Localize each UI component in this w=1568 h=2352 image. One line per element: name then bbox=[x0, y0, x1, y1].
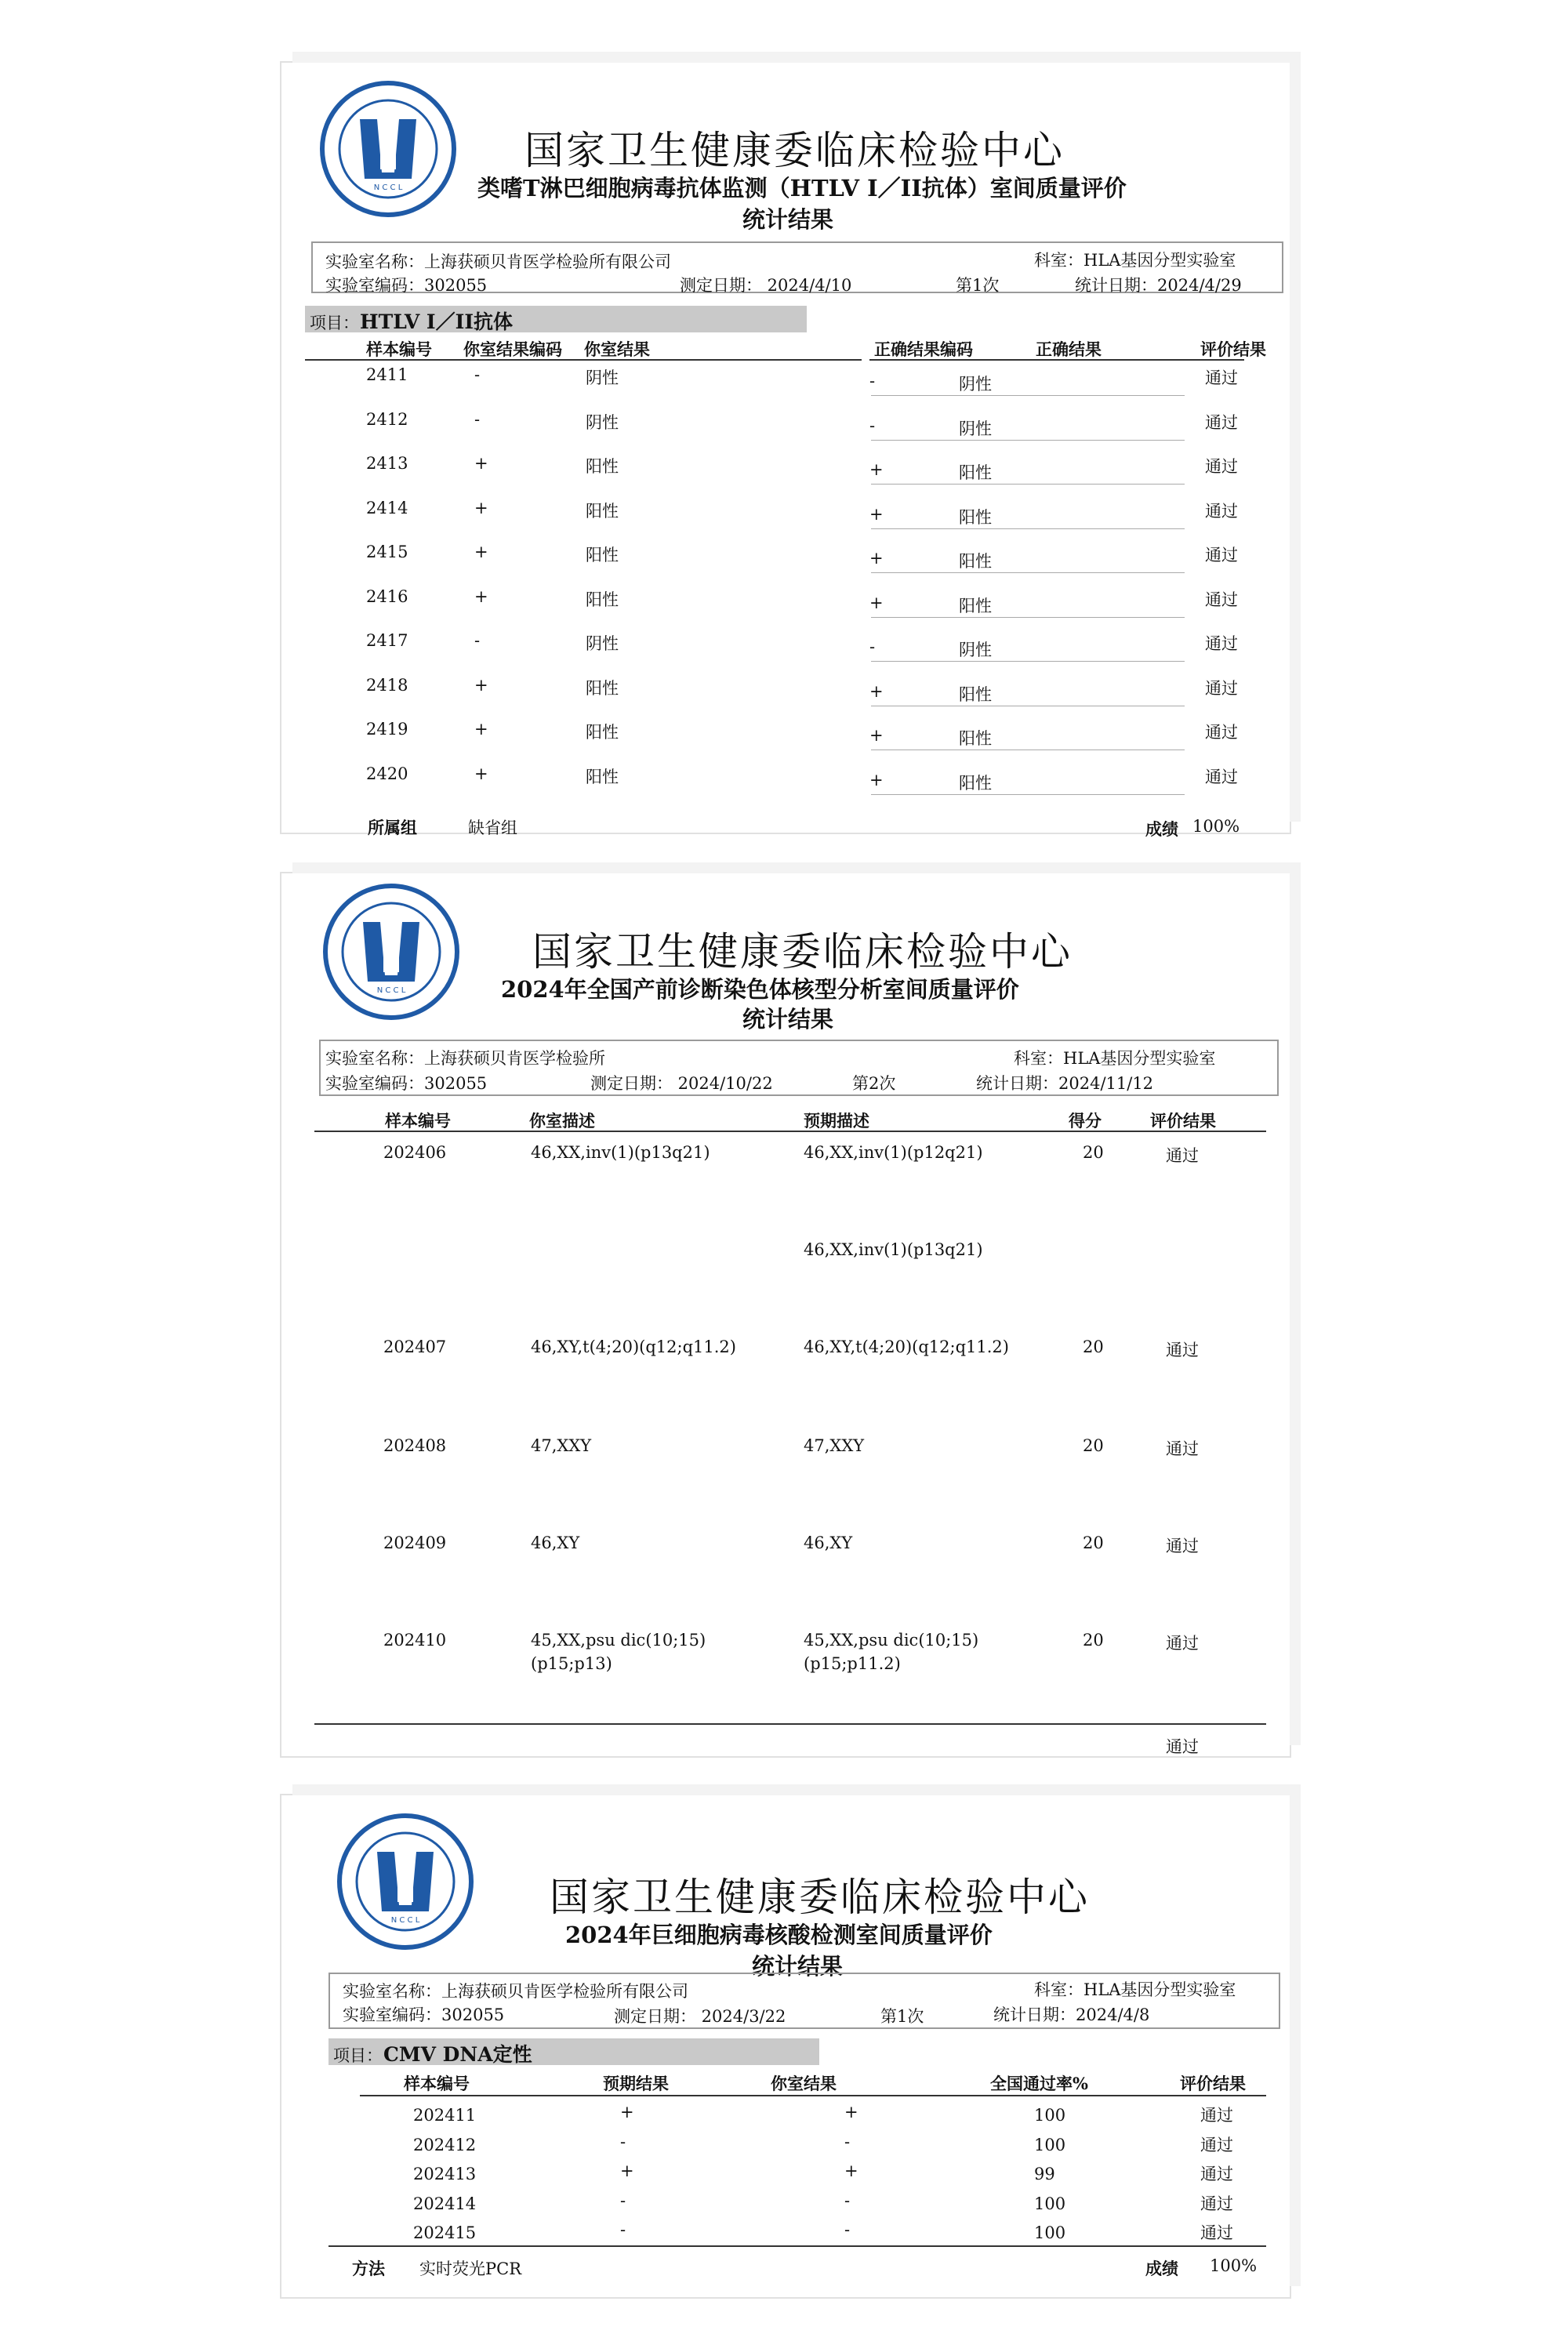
your-result: 阳性 bbox=[586, 723, 619, 742]
your-result: 阳性 bbox=[586, 501, 619, 521]
your-desc: 45,XX,psu dic(10;15) bbox=[531, 1631, 706, 1650]
test-date: 测定日期： 2024/10/22 bbox=[590, 1074, 773, 1093]
item-label: 项目： bbox=[310, 314, 359, 332]
col-header-correct-code: 正确结果编码 bbox=[874, 339, 973, 359]
your-code: + bbox=[474, 454, 488, 473]
sample-id: 2415 bbox=[366, 543, 408, 561]
evaluation: 通过 bbox=[1205, 546, 1238, 564]
your-code: + bbox=[474, 675, 488, 695]
sample-id: 202410 bbox=[383, 1631, 447, 1650]
your-code: + bbox=[474, 720, 488, 739]
department: 科室：HLA基因分型实验室 bbox=[1034, 1980, 1236, 1999]
test-date: 测定日期： 2024/4/10 bbox=[680, 276, 852, 295]
correct-code: + bbox=[869, 726, 884, 745]
table-bottom-line bbox=[328, 2245, 1266, 2247]
correct-result: 阳性 bbox=[959, 552, 992, 571]
item-label: 项目： bbox=[333, 2046, 383, 2065]
your-code: + bbox=[474, 498, 488, 517]
correct-result: 阴性 bbox=[959, 641, 992, 659]
pass-rate: 100 bbox=[1034, 2106, 1066, 2125]
your-result: 阳性 bbox=[586, 457, 619, 476]
evaluation: 通过 bbox=[1200, 2194, 1233, 2213]
lab-name: 实验室名称：上海获硕贝肯医学检验所有限公司 bbox=[325, 252, 671, 271]
your-result: + bbox=[844, 2103, 858, 2122]
evaluation: 通过 bbox=[1205, 590, 1238, 609]
department: 科室：HLA基因分型实验室 bbox=[1034, 251, 1236, 270]
evaluation: 通过 bbox=[1166, 1537, 1199, 1555]
correct-result: 阴性 bbox=[959, 375, 992, 394]
correct-result: 阳性 bbox=[959, 596, 992, 615]
your-code: + bbox=[474, 764, 488, 783]
your-desc: 46,XY bbox=[531, 1534, 580, 1552]
your-desc: 47,XXY bbox=[531, 1436, 592, 1455]
sample-id: 202412 bbox=[413, 2135, 477, 2154]
correct-result: 阳性 bbox=[959, 773, 992, 793]
report-subtitle: 2024年巨细胞病毒核酸检测室间质量评价 bbox=[565, 1922, 993, 1948]
your-desc: 46,XX,inv(1)(p13q21) bbox=[531, 1143, 710, 1162]
row-divider bbox=[871, 661, 1185, 662]
nccl-logo-icon bbox=[319, 80, 457, 218]
expected-result: - bbox=[620, 2220, 626, 2239]
org-title: 国家卫生健康委临床检验中心 bbox=[524, 128, 1065, 173]
pass-rate: 100 bbox=[1034, 2135, 1066, 2154]
col-header-evaluation: 评价结果 bbox=[1180, 2074, 1246, 2093]
svg-text:N C C L: N C C L bbox=[373, 183, 403, 192]
correct-code: - bbox=[869, 637, 876, 656]
col-header-your-result: 你室结果 bbox=[771, 2074, 837, 2093]
sample-id: 2413 bbox=[366, 454, 408, 473]
row-divider bbox=[871, 528, 1185, 529]
item-value: HTLV I／II抗体 bbox=[360, 310, 514, 333]
correct-code: + bbox=[869, 593, 884, 612]
sample-id: 202411 bbox=[413, 2106, 477, 2125]
your-result: 阳性 bbox=[586, 590, 619, 609]
correct-result: 阴性 bbox=[959, 419, 992, 438]
sample-id: 2419 bbox=[366, 720, 408, 739]
evaluation: 通过 bbox=[1205, 767, 1238, 786]
expected-desc-alt: 46,XX,inv(1)(p13q21) bbox=[804, 1240, 983, 1259]
department: 科室：HLA基因分型实验室 bbox=[1014, 1049, 1216, 1068]
header-underline bbox=[360, 2095, 1266, 2096]
report-subtitle: 类嗜T淋巴细胞病毒抗体监测（HTLV I／II抗体）室间质量评价 bbox=[477, 175, 1127, 201]
correct-result: 阳性 bbox=[959, 684, 992, 704]
expected-result: + bbox=[620, 2161, 634, 2180]
lab-code: 实验室编码：302055 bbox=[343, 2005, 505, 2024]
your-result: - bbox=[844, 2190, 851, 2210]
stat-date: 统计日期：2024/4/8 bbox=[993, 2005, 1150, 2024]
score-label: 成绩 bbox=[1145, 819, 1178, 839]
correct-code: + bbox=[869, 681, 884, 701]
correct-result: 阳性 bbox=[959, 463, 992, 482]
your-code: - bbox=[474, 409, 481, 429]
evaluation: 通过 bbox=[1205, 412, 1238, 432]
sample-id: 202406 bbox=[383, 1143, 447, 1162]
correct-code: - bbox=[869, 416, 876, 435]
round-number: 第1次 bbox=[956, 276, 1000, 295]
method-label: 方法 bbox=[352, 2259, 385, 2278]
col-header-expected-desc: 预期描述 bbox=[804, 1111, 869, 1131]
your-result: - bbox=[844, 2132, 851, 2151]
row-divider bbox=[871, 794, 1185, 795]
your-desc: 46,XY,t(4;20)(q12;q11.2) bbox=[531, 1338, 736, 1356]
pass-rate: 100 bbox=[1034, 2223, 1066, 2242]
correct-code: + bbox=[869, 460, 884, 479]
sample-id: 202407 bbox=[383, 1338, 447, 1356]
sample-id: 202408 bbox=[383, 1436, 447, 1455]
header-underline bbox=[314, 1131, 1266, 1132]
sample-id: 2420 bbox=[366, 764, 408, 783]
stat-title: 统计结果 bbox=[742, 1006, 834, 1033]
correct-code: - bbox=[869, 372, 876, 390]
nccl-logo-icon bbox=[322, 883, 460, 1021]
col-header-sample-id: 样本编号 bbox=[385, 1111, 451, 1131]
lab-name: 实验室名称：上海获硕贝肯医学检验所有限公司 bbox=[343, 1982, 688, 2001]
score: 20 bbox=[1083, 1436, 1104, 1455]
col-header-sample-id: 样本编号 bbox=[404, 2074, 470, 2093]
expected-result: - bbox=[620, 2190, 626, 2210]
overall-result: 通过 bbox=[1166, 1737, 1199, 1756]
sample-id: 2411 bbox=[366, 365, 408, 384]
your-result: 阳性 bbox=[586, 546, 619, 564]
pass-rate: 100 bbox=[1034, 2194, 1066, 2213]
expected-desc: 47,XXY bbox=[804, 1436, 865, 1455]
sample-id: 202409 bbox=[383, 1534, 447, 1552]
col-header-expected: 预期结果 bbox=[603, 2074, 669, 2093]
correct-result: 阳性 bbox=[959, 507, 992, 527]
sample-id: 2414 bbox=[366, 498, 408, 517]
svg-text:N C C L: N C C L bbox=[390, 1916, 420, 1925]
evaluation: 通过 bbox=[1205, 368, 1238, 387]
pass-rate: 99 bbox=[1034, 2165, 1055, 2183]
table-bottom-line bbox=[314, 1723, 1266, 1725]
expected-result: - bbox=[620, 2132, 626, 2151]
sample-id: 202414 bbox=[413, 2194, 477, 2213]
report-card-htlv bbox=[280, 61, 1291, 839]
correct-code: + bbox=[869, 549, 884, 568]
item-bar bbox=[328, 2038, 819, 2065]
nccl-logo-icon bbox=[336, 1813, 474, 1951]
test-date: 测定日期： 2024/3/22 bbox=[614, 2007, 786, 2026]
col-header-evaluation: 评价结果 bbox=[1150, 1111, 1216, 1131]
stat-title: 统计结果 bbox=[752, 1953, 844, 1980]
col-header-pass-rate: 全国通过率% bbox=[990, 2074, 1088, 2093]
your-code: + bbox=[474, 543, 488, 561]
sample-id: 202413 bbox=[413, 2165, 477, 2183]
header-underline bbox=[305, 359, 862, 361]
col-header-evaluation: 评价结果 bbox=[1200, 339, 1266, 359]
evaluation: 通过 bbox=[1205, 678, 1238, 698]
sample-id: 2412 bbox=[366, 409, 408, 429]
correct-code: + bbox=[869, 504, 884, 524]
expected-result: + bbox=[620, 2103, 634, 2122]
stat-title: 统计结果 bbox=[742, 206, 834, 233]
score: 20 bbox=[1083, 1143, 1104, 1162]
sample-id: 2418 bbox=[366, 675, 408, 695]
row-divider bbox=[871, 440, 1185, 441]
your-result: 阴性 bbox=[586, 412, 619, 432]
correct-code: + bbox=[869, 770, 884, 789]
your-result: - bbox=[844, 2220, 851, 2239]
expected-desc: 46,XY bbox=[804, 1534, 853, 1552]
evaluation: 通过 bbox=[1205, 457, 1238, 476]
col-header-your-desc: 你室描述 bbox=[529, 1111, 595, 1131]
group-value: 缺省组 bbox=[468, 818, 517, 837]
header-underline-right bbox=[869, 359, 1244, 361]
correct-result: 阳性 bbox=[959, 729, 992, 748]
your-result: 阴性 bbox=[586, 634, 619, 653]
your-result: + bbox=[844, 2161, 858, 2180]
your-code: - bbox=[474, 365, 481, 384]
evaluation: 通过 bbox=[1166, 1146, 1199, 1165]
your-code: - bbox=[474, 631, 481, 650]
score: 20 bbox=[1083, 1631, 1104, 1650]
row-divider bbox=[871, 395, 1185, 396]
expected-desc: 45,XX,psu dic(10;15) bbox=[804, 1631, 979, 1650]
row-divider bbox=[871, 617, 1185, 618]
evaluation: 通过 bbox=[1200, 2106, 1233, 2125]
round-number: 第1次 bbox=[880, 2007, 924, 2026]
evaluation: 通过 bbox=[1205, 501, 1238, 521]
report-card-cmv bbox=[280, 1794, 1291, 2299]
score: 20 bbox=[1083, 1534, 1104, 1552]
col-header-your-code: 你室结果编码 bbox=[463, 339, 562, 359]
report-card-karyotype bbox=[280, 872, 1291, 1758]
group-label: 所属组 bbox=[368, 818, 417, 837]
sample-id: 2416 bbox=[366, 586, 408, 606]
item-bar bbox=[305, 306, 807, 332]
round-number: 第2次 bbox=[852, 1074, 896, 1093]
your-result: 阳性 bbox=[586, 678, 619, 698]
your-code: + bbox=[474, 586, 488, 606]
evaluation: 通过 bbox=[1200, 2223, 1233, 2242]
col-header-correct-result: 正确结果 bbox=[1036, 339, 1102, 359]
row-divider bbox=[871, 484, 1185, 485]
org-title: 国家卫生健康委临床检验中心 bbox=[550, 1875, 1090, 1920]
report-subtitle: 2024年全国产前诊断染色体核型分析室间质量评价 bbox=[501, 976, 1019, 1003]
lab-name: 实验室名称：上海获硕贝肯医学检验所 bbox=[325, 1049, 605, 1068]
evaluation: 通过 bbox=[1200, 2165, 1233, 2183]
score-value: 100% bbox=[1192, 817, 1240, 836]
col-header-sample-id: 样本编号 bbox=[366, 339, 432, 359]
sample-id: 202415 bbox=[413, 2223, 477, 2242]
score: 20 bbox=[1083, 1338, 1104, 1356]
evaluation: 通过 bbox=[1166, 1634, 1199, 1653]
svg-text:N C C L: N C C L bbox=[376, 986, 406, 995]
evaluation: 通过 bbox=[1166, 1439, 1199, 1458]
evaluation: 通过 bbox=[1205, 634, 1238, 653]
stat-date: 统计日期：2024/11/12 bbox=[976, 1074, 1154, 1093]
evaluation: 通过 bbox=[1205, 723, 1238, 742]
item-value: CMV DNA定性 bbox=[383, 2043, 532, 2066]
lab-code: 实验室编码：302055 bbox=[325, 276, 488, 295]
sample-id: 2417 bbox=[366, 631, 408, 650]
stat-date: 统计日期：2024/4/29 bbox=[1075, 276, 1242, 295]
your-result: 阴性 bbox=[586, 368, 619, 387]
expected-desc-cont: (p15;p11.2) bbox=[804, 1654, 901, 1673]
method-value: 实时荧光PCR bbox=[419, 2259, 522, 2278]
evaluation: 通过 bbox=[1200, 2135, 1233, 2154]
col-header-your-result: 你室结果 bbox=[584, 339, 650, 359]
your-result: 阳性 bbox=[586, 767, 619, 786]
score-value: 100% bbox=[1210, 2256, 1258, 2275]
expected-desc: 46,XX,inv(1)(p12q21) bbox=[804, 1143, 983, 1162]
lab-code: 实验室编码：302055 bbox=[325, 1074, 488, 1093]
col-header-score: 得分 bbox=[1069, 1111, 1102, 1131]
org-title: 国家卫生健康委临床检验中心 bbox=[532, 929, 1073, 975]
your-desc-cont: (p15;p13) bbox=[531, 1654, 612, 1673]
evaluation: 通过 bbox=[1166, 1341, 1199, 1359]
score-label: 成绩 bbox=[1145, 2259, 1178, 2278]
expected-desc: 46,XY,t(4;20)(q12;q11.2) bbox=[804, 1338, 1009, 1356]
row-divider bbox=[871, 572, 1185, 573]
